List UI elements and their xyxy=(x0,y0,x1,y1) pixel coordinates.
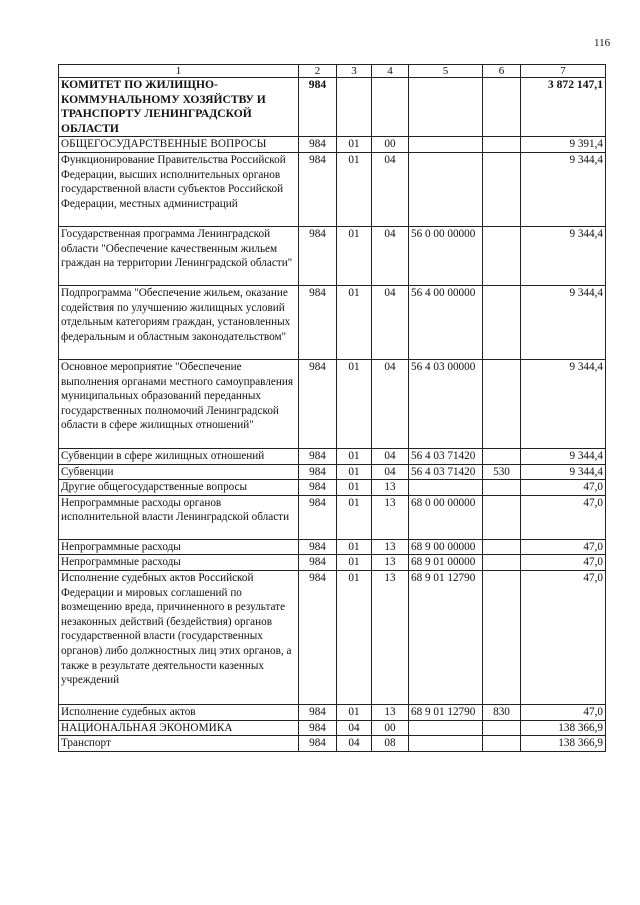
table-row xyxy=(59,285,606,359)
row-sum: 9 344,4 xyxy=(521,152,606,226)
row-expense-type xyxy=(483,480,521,496)
row-subsection: 04 xyxy=(372,285,409,359)
row-sum: 9 344,4 xyxy=(521,285,606,359)
row-target-code: 56 4 00 00000 xyxy=(409,285,483,359)
row-expense-type xyxy=(483,285,521,359)
column-header: 4 xyxy=(372,65,409,78)
table-row xyxy=(59,495,606,539)
row-grbs: 984 xyxy=(299,448,337,464)
row-target-code: 68 9 01 12790 xyxy=(409,704,483,720)
row-expense-type xyxy=(483,555,521,571)
row-name: Исполнение судебных актов Российской Федерации и мировых соглашений по возмещению вреда, причиненного в результате незаконных действий (бездействия) органов государственной власти (государственных органов) либо должностных лиц этих органов, а также в результате деятельности казенных учреждений xyxy=(59,570,299,704)
table-row xyxy=(59,570,606,704)
row-expense-type xyxy=(483,137,521,153)
row-target-code xyxy=(409,480,483,496)
row-subsection: 13 xyxy=(372,570,409,704)
row-target-code xyxy=(409,137,483,153)
row-grbs: 984 xyxy=(299,137,337,153)
table-row xyxy=(59,137,606,153)
row-section: 01 xyxy=(337,137,372,153)
table-row xyxy=(59,704,606,720)
row-section: 01 xyxy=(337,359,372,448)
row-section: 01 xyxy=(337,448,372,464)
column-number-row xyxy=(59,65,606,78)
column-header: 6 xyxy=(483,65,521,78)
row-sum: 9 391,4 xyxy=(521,137,606,153)
row-sum: 138 366,9 xyxy=(521,720,606,736)
row-grbs: 984 xyxy=(299,152,337,226)
row-expense-type xyxy=(483,570,521,704)
row-expense-type xyxy=(483,78,521,137)
table-row xyxy=(59,359,606,448)
row-name: НАЦИОНАЛЬНАЯ ЭКОНОМИКА xyxy=(59,720,299,736)
row-sum: 9 344,4 xyxy=(521,359,606,448)
row-name: ОБЩЕГОСУДАРСТВЕННЫЕ ВОПРОСЫ xyxy=(59,137,299,153)
row-grbs: 984 xyxy=(299,78,337,137)
row-grbs: 984 xyxy=(299,285,337,359)
row-expense-type xyxy=(483,448,521,464)
row-name: Субвенции в сфере жилищных отношений xyxy=(59,448,299,464)
row-section: 01 xyxy=(337,570,372,704)
row-section: 01 xyxy=(337,539,372,555)
row-sum: 9 344,4 xyxy=(521,226,606,285)
row-grbs: 984 xyxy=(299,226,337,285)
row-name: Непрограммные расходы xyxy=(59,555,299,571)
row-grbs: 984 xyxy=(299,720,337,736)
row-sum: 47,0 xyxy=(521,555,606,571)
row-sum: 9 344,4 xyxy=(521,448,606,464)
row-section: 01 xyxy=(337,495,372,539)
row-sum: 9 344,4 xyxy=(521,464,606,480)
row-section: 01 xyxy=(337,555,372,571)
column-header: 2 xyxy=(299,65,337,78)
row-grbs: 984 xyxy=(299,704,337,720)
row-subsection: 00 xyxy=(372,720,409,736)
row-subsection: 13 xyxy=(372,704,409,720)
row-section: 01 xyxy=(337,480,372,496)
column-header: 3 xyxy=(337,65,372,78)
row-name: КОМИТЕТ ПО ЖИЛИЩНО-КОММУНАЛЬНОМУ ХОЗЯЙСТВУ И ТРАНСПОРТУ ЛЕНИНГРАДСКОЙ ОБЛАСТИ xyxy=(59,78,299,137)
row-sum: 47,0 xyxy=(521,539,606,555)
row-grbs: 984 xyxy=(299,480,337,496)
row-section: 01 xyxy=(337,464,372,480)
row-target-code: 56 4 03 71420 xyxy=(409,448,483,464)
row-subsection: 04 xyxy=(372,226,409,285)
row-grbs: 984 xyxy=(299,359,337,448)
row-subsection: 04 xyxy=(372,448,409,464)
row-expense-type xyxy=(483,539,521,555)
budget-table xyxy=(58,64,606,752)
table-row xyxy=(59,720,606,736)
row-name: Государственная программа Ленинградской области "Обеспечение качественным жильем граждан на территории Ленинградской области" xyxy=(59,226,299,285)
row-subsection: 00 xyxy=(372,137,409,153)
row-grbs: 984 xyxy=(299,495,337,539)
row-target-code: 68 9 01 12790 xyxy=(409,570,483,704)
row-section: 01 xyxy=(337,226,372,285)
row-sum: 138 366,9 xyxy=(521,736,606,752)
row-target-code xyxy=(409,78,483,137)
row-target-code xyxy=(409,152,483,226)
row-target-code xyxy=(409,736,483,752)
row-target-code: 56 4 03 71420 xyxy=(409,464,483,480)
row-expense-type xyxy=(483,495,521,539)
row-expense-type xyxy=(483,736,521,752)
table-row xyxy=(59,226,606,285)
row-section: 01 xyxy=(337,704,372,720)
row-grbs: 984 xyxy=(299,555,337,571)
row-grbs: 984 xyxy=(299,464,337,480)
row-section: 01 xyxy=(337,285,372,359)
row-subsection: 13 xyxy=(372,495,409,539)
row-subsection: 04 xyxy=(372,359,409,448)
row-subsection: 13 xyxy=(372,555,409,571)
table-row xyxy=(59,480,606,496)
table-row xyxy=(59,152,606,226)
table-row xyxy=(59,78,606,137)
column-header: 1 xyxy=(59,65,299,78)
row-name: Непрограммные расходы xyxy=(59,539,299,555)
row-sum: 47,0 xyxy=(521,495,606,539)
row-section: 01 xyxy=(337,152,372,226)
table-row xyxy=(59,448,606,464)
row-subsection: 13 xyxy=(372,480,409,496)
row-subsection: 04 xyxy=(372,152,409,226)
row-sum: 47,0 xyxy=(521,570,606,704)
row-name: Другие общегосударственные вопросы xyxy=(59,480,299,496)
column-header: 5 xyxy=(409,65,483,78)
row-name: Функционирование Правительства Российской Федерации, высших исполнительных органов государственной власти субъектов Российской Федерации, местных администраций xyxy=(59,152,299,226)
row-target-code xyxy=(409,720,483,736)
table-row xyxy=(59,736,606,752)
row-name: Исполнение судебных актов xyxy=(59,704,299,720)
row-target-code: 56 0 00 00000 xyxy=(409,226,483,285)
table-row xyxy=(59,464,606,480)
row-subsection: 04 xyxy=(372,464,409,480)
table-row xyxy=(59,555,606,571)
row-sum: 3 872 147,1 xyxy=(521,78,606,137)
row-grbs: 984 xyxy=(299,539,337,555)
row-section: 04 xyxy=(337,736,372,752)
row-target-code: 68 9 01 00000 xyxy=(409,555,483,571)
row-subsection: 13 xyxy=(372,539,409,555)
row-target-code: 56 4 03 00000 xyxy=(409,359,483,448)
row-expense-type: 830 xyxy=(483,704,521,720)
row-sum: 47,0 xyxy=(521,704,606,720)
row-name: Основное мероприятие "Обеспечение выполнения органами местного самоуправления муниципальных образований переданных государственных полномочий Ленинградской области в сфере жилищных отношений" xyxy=(59,359,299,448)
row-name: Непрограммные расходы органов исполнительной власти Ленинградской области xyxy=(59,495,299,539)
row-expense-type xyxy=(483,152,521,226)
row-expense-type xyxy=(483,226,521,285)
page-number: 116 xyxy=(594,37,611,49)
row-subsection: 08 xyxy=(372,736,409,752)
row-subsection xyxy=(372,78,409,137)
row-section xyxy=(337,78,372,137)
row-grbs: 984 xyxy=(299,570,337,704)
row-target-code: 68 0 00 00000 xyxy=(409,495,483,539)
row-expense-type: 530 xyxy=(483,464,521,480)
row-name: Подпрограмма "Обеспечение жильем, оказание содействия по улучшению жилищных условий отдельным категориям граждан, установленных федеральным и областным законодательством" xyxy=(59,285,299,359)
row-grbs: 984 xyxy=(299,736,337,752)
row-expense-type xyxy=(483,359,521,448)
row-name: Транспорт xyxy=(59,736,299,752)
row-sum: 47,0 xyxy=(521,480,606,496)
table-row xyxy=(59,539,606,555)
row-target-code: 68 9 00 00000 xyxy=(409,539,483,555)
row-section: 04 xyxy=(337,720,372,736)
row-expense-type xyxy=(483,720,521,736)
column-header: 7 xyxy=(521,65,606,78)
row-name: Субвенции xyxy=(59,464,299,480)
